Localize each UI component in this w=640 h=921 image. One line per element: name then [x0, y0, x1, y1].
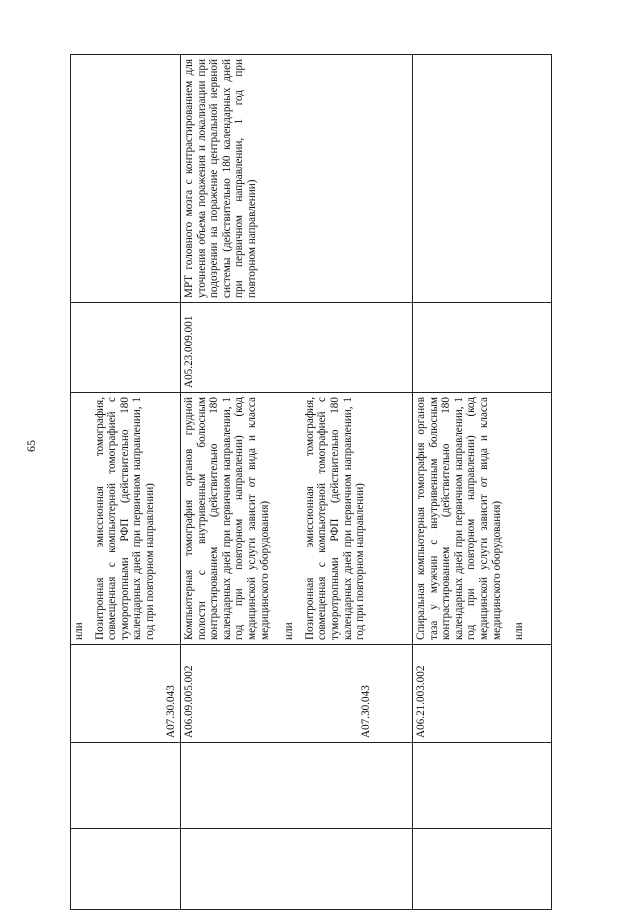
- services-table: [70, 54, 552, 910]
- table-row: [181, 55, 413, 910]
- table-row: [71, 55, 181, 910]
- row3-post-ili: или: [513, 622, 526, 640]
- row3-col-a: [413, 829, 552, 910]
- row1-col-b: [71, 743, 181, 829]
- landscape-page: [70, 55, 551, 910]
- row2-ili: или: [283, 622, 296, 640]
- row1-code: A07.30.043: [71, 645, 181, 743]
- row3-description: Спиральная компьютерная томография органов таза у мужчин с внутривенным болюсным контрастированием (действительно 180 календарных дней при первичном направлении, 1 год при повторном направлении) (код медицинской услуги зависит от вида и класса медицинского оборудования): [415, 397, 503, 640]
- row2-description-b: Позитронная эмиссионная томография, совмещенная с компьютерной томографией с туморотропными РФП (действительно 180 календарных дней при первичном направлении, 1 год при повторном направлении): [303, 397, 367, 640]
- row2-extra-description: МРТ головного мозга с контрастированием для уточнения объема поражения и локализации при подозрении на поражение центральной нервной системы (действительно 180 календарных дней при первичном направлении, 1 год при повторном направлении): [183, 59, 258, 298]
- row2-extra-cell: [181, 55, 413, 303]
- table-row: [413, 55, 552, 910]
- row3-col-b: [413, 743, 552, 829]
- row1-col-f: [71, 55, 181, 303]
- row2-code-b: A07.30.043: [359, 685, 372, 738]
- row3-description-cell: [413, 393, 552, 645]
- row1-pre-ili: или: [73, 622, 85, 640]
- row3-col-e: [413, 303, 552, 393]
- row3-col-f: [413, 55, 552, 303]
- row1-col-a: [71, 829, 181, 910]
- row1-col-e: [71, 303, 181, 393]
- row2-description-cell: [181, 393, 413, 645]
- page-number: 65: [24, 440, 38, 452]
- row2-extra-code: A05.23.009.001: [181, 303, 413, 393]
- row1-description: Позитронная эмиссионная томография, совмещенная с компьютерной томографией с туморотропными РФП (действительно 180 календарных дней при первичном направлении, 1 год при повторном направлении): [93, 397, 156, 640]
- row2-code-cell: [181, 645, 413, 743]
- row2-col-b: [181, 743, 413, 829]
- row2-col-a: [181, 829, 413, 910]
- row2-description-a: Компьютерная томография органов грудной полости с внутривенным болюсным контрастированием (действительно 180 календарных дней при первичном направлении, 1 год при повторном направлении) (код медицинской услуги зависит от вида и класса медицинского оборудования): [183, 397, 271, 640]
- row1-description-cell: [71, 393, 181, 645]
- row2-code: A06.09.005.002: [183, 665, 195, 738]
- row3-code: A06.21.003.002: [413, 645, 552, 743]
